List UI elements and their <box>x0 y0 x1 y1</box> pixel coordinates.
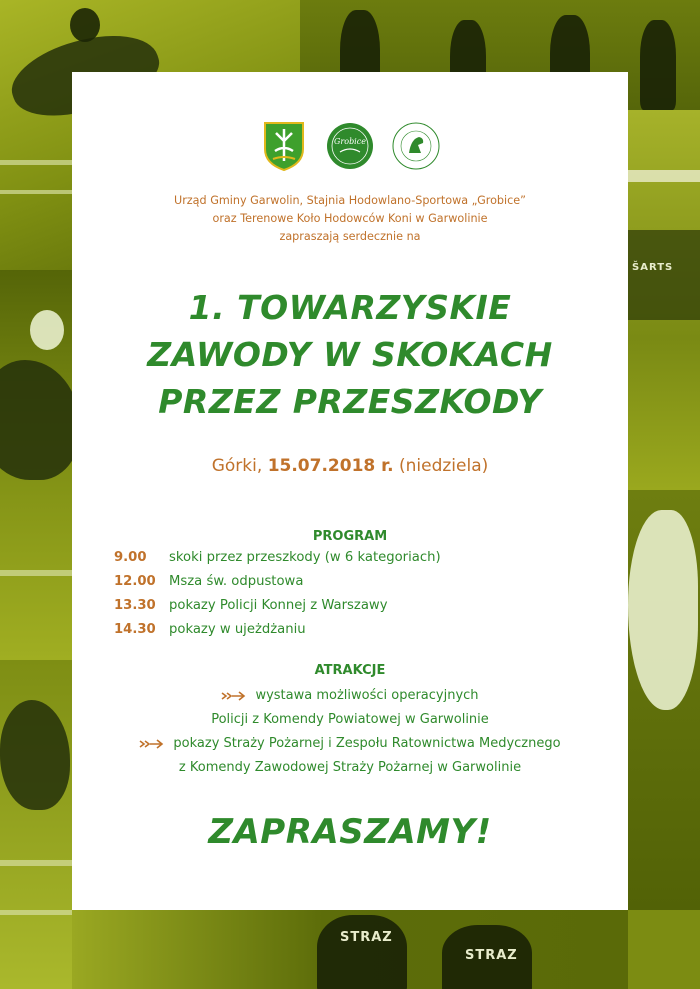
photo-fire-station <box>628 110 700 490</box>
attraction-text: z Komendy Zawodowej Straży Pożarnej w Garwolinie <box>178 760 522 775</box>
event-date: 15.07.2018 r. <box>267 456 394 476</box>
truck-label: ŠARTS <box>632 262 674 273</box>
program-item <box>114 598 594 622</box>
program-text: pokazy w ujeżdżaniu <box>169 622 306 637</box>
title-line-3: PRZEZ PRZESZKODY <box>158 382 542 421</box>
stable-logo-text: Grobice <box>334 137 366 146</box>
program-time: 13.30 <box>114 598 156 613</box>
attraction-text: Policji z Komendy Powiatowej w Garwolinie <box>211 712 489 727</box>
program-text: skoki przez przeszkody (w 6 kategoriach) <box>169 550 441 565</box>
attractions-list <box>72 684 628 780</box>
event-day: (niedziela) <box>398 456 489 476</box>
vest-label-1: STRAZ <box>340 930 393 945</box>
photo-firefighters <box>72 910 628 989</box>
attraction-line <box>72 732 628 756</box>
event-place: Górki, <box>211 456 263 476</box>
event-place-date <box>72 456 628 476</box>
program-item <box>114 550 594 574</box>
title-line-2: ZAWODY W SKOKACH <box>147 335 553 374</box>
intro-line-2: oraz Terenowe Koło Hodowców Koni w Garwolinie <box>212 212 488 225</box>
program-item <box>114 622 594 646</box>
poster-card <box>72 72 628 910</box>
arrow-bullet-icon <box>221 691 247 701</box>
attraction-line <box>72 756 628 780</box>
title-line-1: 1. TOWARZYSKIE <box>188 288 512 327</box>
intro-line-3: zapraszają serdecznie na <box>279 230 421 243</box>
program-list <box>114 550 594 646</box>
photo-rider-arena <box>0 660 72 989</box>
attraction-line <box>72 684 628 708</box>
program-text: Msza św. odpustowa <box>169 574 304 589</box>
arrow-bullet-icon <box>139 739 165 749</box>
attraction-text: pokazy Straży Pożarnej i Zespołu Ratownictwa Medycznego <box>173 736 561 751</box>
event-title <box>72 284 628 425</box>
intro-text <box>72 192 628 246</box>
program-text: pokazy Policji Konnej z Warszawy <box>169 598 388 613</box>
program-time: 9.00 <box>114 550 147 565</box>
program-time: 14.30 <box>114 622 156 637</box>
attraction-line <box>72 708 628 732</box>
vest-label-2: STRAZ <box>465 948 518 963</box>
call-to-action: ZAPRASZAMY! <box>208 812 492 852</box>
coat-of-arms-icon <box>259 120 309 172</box>
club-logo-icon <box>391 120 441 172</box>
intro-line-1: Urząd Gminy Garwolin, Stajnia Hodowlano-Sportowa „Grobice” <box>174 194 526 207</box>
photo-white-horse <box>628 490 700 910</box>
attraction-text: wystawa możliwości operacyjnych <box>255 688 479 703</box>
program-item <box>114 574 594 598</box>
photo-fire-truck <box>628 910 700 989</box>
stable-logo-icon <box>325 120 375 172</box>
program-time: 12.00 <box>114 574 156 589</box>
program-heading: PROGRAM <box>312 529 388 544</box>
attractions-heading: ATRAKCJE <box>314 663 386 678</box>
logo-row <box>72 118 628 174</box>
photo-rider-jumping <box>0 270 72 660</box>
